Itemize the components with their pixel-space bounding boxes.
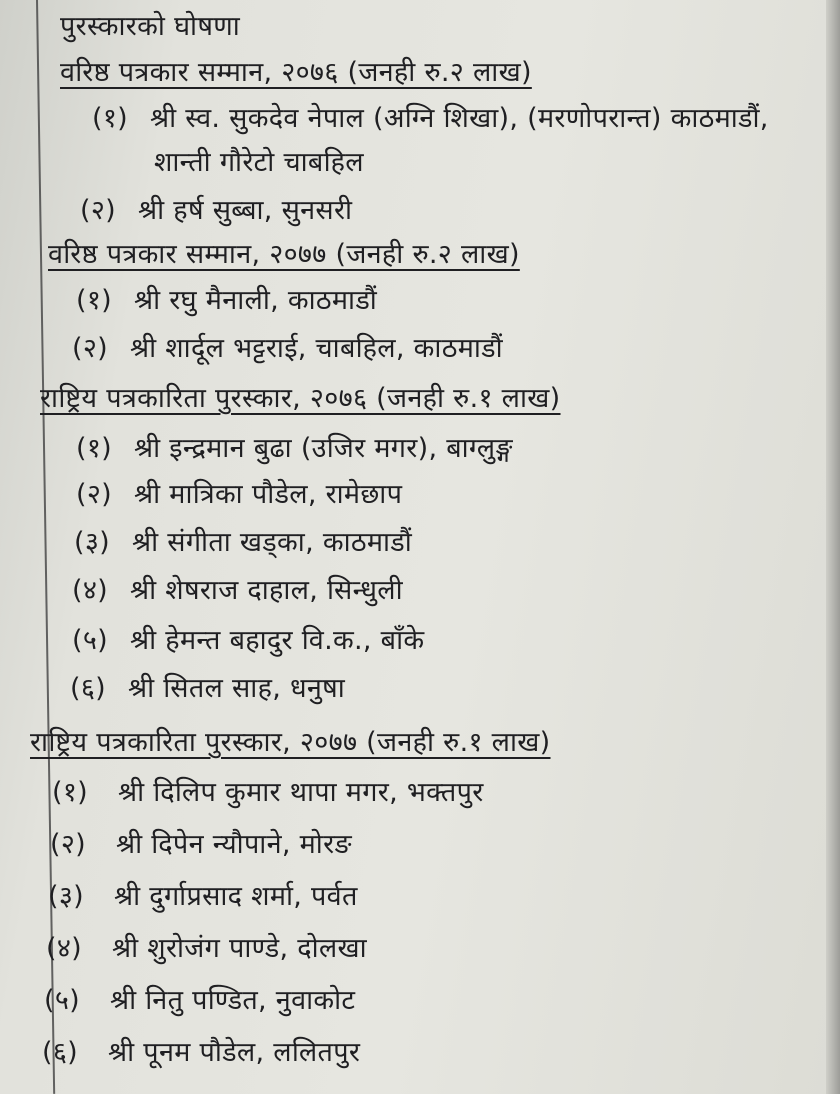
item-text-continued: शान्ती गौरेटो चाबहिल bbox=[154, 147, 364, 178]
item-text: श्री मात्रिका पौडेल, रामेछाप bbox=[134, 479, 403, 510]
item-number: (२) bbox=[50, 829, 87, 860]
item-text: श्री रघु मैनाली, काठमाडौं bbox=[134, 285, 378, 316]
item-text: श्री हर्ष सुब्बा, सुनसरी bbox=[138, 195, 353, 226]
list-item bbox=[48, 880, 358, 914]
list-item bbox=[76, 478, 402, 512]
item-text: श्री शेषराज दाहाल, सिन्धुली bbox=[130, 575, 403, 606]
list-item bbox=[74, 526, 412, 560]
section-heading-national-2077: राष्ट्रिय पत्रकारिता पुरस्कार, २०७७ (जनही रु.१ लाख) bbox=[30, 727, 551, 758]
item-text: श्री स्व. सुकदेव नेपाल (अग्नि शिखा), (मरणोपरान्त) काठमाडौं, bbox=[150, 103, 769, 134]
item-text: श्री शुरोजंग पाण्डे, दोलखा bbox=[112, 933, 367, 964]
item-text: श्री संगीता खड्का, काठमाडौं bbox=[132, 527, 413, 558]
item-text: श्री सितल साह, धनुषा bbox=[128, 673, 346, 704]
item-text: श्री पूनम पौडेल, ललितपुर bbox=[108, 1037, 361, 1068]
item-number: (६) bbox=[70, 673, 107, 704]
item-text: श्री दुर्गाप्रसाद शर्मा, पर्वत bbox=[114, 881, 358, 912]
list-item bbox=[70, 672, 345, 706]
item-text: श्री दिलिप कुमार थापा मगर, भक्तपुर bbox=[118, 777, 484, 808]
page-title: पुरस्कारको घोषणा bbox=[60, 11, 241, 42]
item-text: श्री हेमन्त बहादुर वि.क., बाँके bbox=[130, 625, 425, 656]
list-item bbox=[46, 932, 367, 966]
item-number: (१) bbox=[76, 285, 113, 316]
page-edge-shadow bbox=[826, 0, 840, 1094]
item-text: श्री शार्दूल भट्टराई, चाबहिल, काठमाडौं bbox=[130, 333, 503, 364]
list-item bbox=[92, 102, 769, 136]
item-number: (४) bbox=[72, 575, 109, 606]
item-number: (५) bbox=[72, 625, 109, 656]
section-heading-senior-2077: वरिष्ठ पत्रकार सम्मान, २०७७ (जनही रु.२ लाख) bbox=[48, 239, 520, 270]
list-item bbox=[76, 284, 377, 318]
item-number: (२) bbox=[76, 479, 113, 510]
list-item bbox=[50, 828, 352, 862]
item-number: (५) bbox=[44, 985, 81, 1016]
list-item bbox=[44, 984, 355, 1018]
item-text: श्री नितु पण्डित, नुवाकोट bbox=[110, 985, 356, 1016]
item-number: (१) bbox=[52, 777, 89, 808]
item-number: (२) bbox=[80, 195, 117, 226]
item-number: (४) bbox=[46, 933, 83, 964]
list-item bbox=[42, 1036, 360, 1070]
item-number: (६) bbox=[42, 1037, 79, 1068]
item-number: (३) bbox=[48, 881, 85, 912]
item-number: (१) bbox=[76, 433, 113, 464]
list-item bbox=[72, 624, 424, 658]
item-number: (१) bbox=[92, 103, 129, 134]
list-item bbox=[72, 332, 503, 366]
item-number: (३) bbox=[74, 527, 111, 558]
margin-line bbox=[36, 0, 55, 1094]
item-number: (२) bbox=[72, 333, 109, 364]
item-text: श्री दिपेन न्यौपाने, मोरङ bbox=[116, 829, 352, 860]
list-item bbox=[72, 574, 403, 608]
section-heading-national-2076: राष्ट्रिय पत्रकारिता पुरस्कार, २०७६ (जनही रु.१ लाख) bbox=[40, 383, 561, 414]
section-heading-senior-2076: वरिष्ठ पत्रकार सम्मान, २०७६ (जनही रु.२ लाख) bbox=[60, 57, 532, 88]
list-item bbox=[76, 432, 513, 466]
list-item bbox=[52, 776, 484, 810]
item-text: श्री इन्द्रमान बुढा (उजिर मगर), बाग्लुङ्ग bbox=[134, 433, 513, 464]
list-item bbox=[80, 194, 352, 228]
